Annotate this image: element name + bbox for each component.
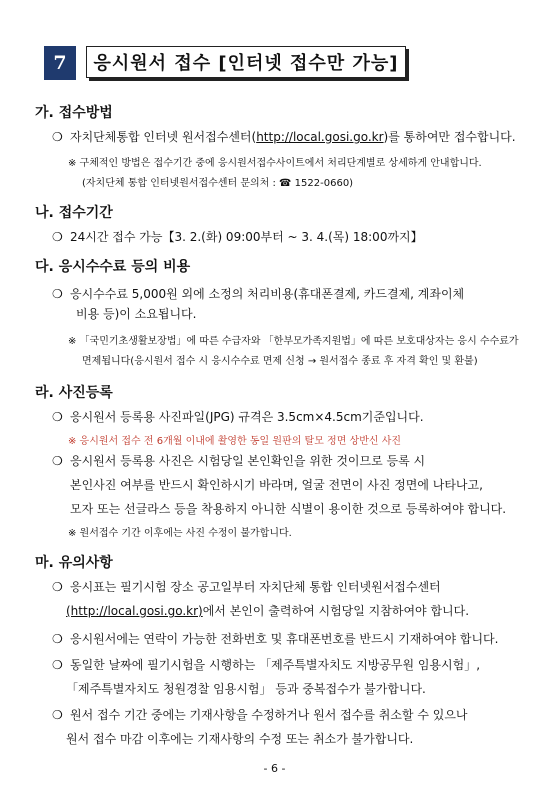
notes-bullet-1-line2: (http://local.gosi.go.kr)에서 본인이 출력하여 시험당일 지참하여야 합니다. [66,604,470,618]
bullet-icon: ❍ [52,632,63,646]
section-number: 7 [44,46,76,80]
heading-method: 가. 접수방법 [35,105,113,121]
fee-note-cont: 면제됩니다(응시원서 접수 시 응시수수료 면제 신청 → 원서접수 종료 후 자격 확인 및 환불) [82,356,478,367]
photo-note: ※ 원서접수 기간 이후에는 사진 수정이 불가합니다. [68,528,292,539]
photo-bullet-2: ❍ 응시원서 등록용 사진은 시험당일 본인확인을 위한 것이므로 등록 시 [52,454,426,468]
section-title: 응시원서 접수 [인터넷 접수만 가능] [86,46,406,78]
notes-bullet-4: ❍ 원서 접수 기간 중에는 기재사항을 수정하거나 원서 접수를 취소할 수 있으나 [52,708,468,722]
bullet-icon: ❍ [52,454,63,468]
method-contact: (자치단체 통합 인터넷원서접수센터 문의처 : ☎ 1522-0660) [82,178,354,189]
bullet-icon: ❍ [52,658,63,672]
notes-bullet-1: ❍ 응시표는 필기시험 장소 공고일부터 자치단체 통합 인터넷원서접수센터 [52,580,441,594]
bullet-icon: ❍ [52,130,63,144]
photo-bullet-1: ❍ 응시원서 등록용 사진파일(JPG) 규격은 3.5cm×4.5cm기준입니다. [52,410,424,424]
bullet-icon: ❍ [52,287,63,301]
period-bullet: ❍ 24시간 접수 가능【3. 2.(화) 09:00부터 ~ 3. 4.(목) 18:00까지】 [52,230,423,244]
bullet-icon: ❍ [52,410,63,424]
fee-bullet: ❍ 응시수수료 5,000원 외에 소정의 처리비용(휴대폰결제, 카드결제, 계좌이체 [52,287,465,301]
fee-bullet-cont: 비용 등)이 소요됩니다. [76,307,197,321]
method-note: ※ 구체적인 방법은 접수기간 중에 응시원서접수사이트에서 처리단계별로 상세하게 안내합니다. [68,158,482,169]
photo-note-red: ※ 응시원서 접수 전 6개월 이내에 촬영한 동일 원판의 탈모 정면 상반신 사진 [68,436,402,447]
gosi-link-2[interactable]: (http://local.gosi.go.kr) [66,604,203,618]
heading-period: 나. 접수기간 [35,205,113,221]
heading-notes: 마. 유의사항 [35,555,113,571]
bullet-icon: ❍ [52,580,63,594]
gosi-link[interactable]: http://local.gosi.go.kr [256,130,384,144]
page-number: - 6 - [263,762,286,775]
bullet-icon: ❍ [52,708,63,722]
notes-bullet-2: ❍ 응시원서에는 연락이 가능한 전화번호 및 휴대폰번호를 반드시 기재하여야 합니다. [52,632,499,646]
photo-bullet-2-line3: 모자 또는 선글라스 등을 착용하지 아니한 식별이 용이한 것으로 등록하여야 합니다. [70,502,507,516]
heading-fee: 다. 응시수수료 등의 비용 [35,259,191,275]
bullet-icon: ❍ [52,230,63,244]
method-bullet: ❍ 자치단체통합 인터넷 원서접수센터(http://local.gosi.go.kr)를 통하여만 접수합니다. [52,130,516,144]
notes-bullet-3: ❍ 동일한 날짜에 필기시험을 시행하는 「제주특별자치도 지방공무원 임용시험」, [52,658,481,672]
section-header [44,46,408,80]
notes-bullet-4-line2: 원서 접수 마감 이후에는 기재사항의 수정 또는 취소가 불가합니다. [66,732,414,746]
fee-note: ※ 「국민기초생활보장법」에 따른 수급자와 「한부모가족지원법」에 따른 보호대상자는 응시 수수료가 [68,336,519,347]
photo-bullet-2-line2: 본인사진 여부를 반드시 확인하시기 바라며, 얼굴 전면이 사진 정면에 나타나고, [70,478,483,492]
heading-photo: 라. 사진등록 [35,385,113,401]
notes-bullet-3-line2: 「제주특별자치도 청원경찰 임용시험」 등과 중복접수가 불가합니다. [66,682,426,696]
